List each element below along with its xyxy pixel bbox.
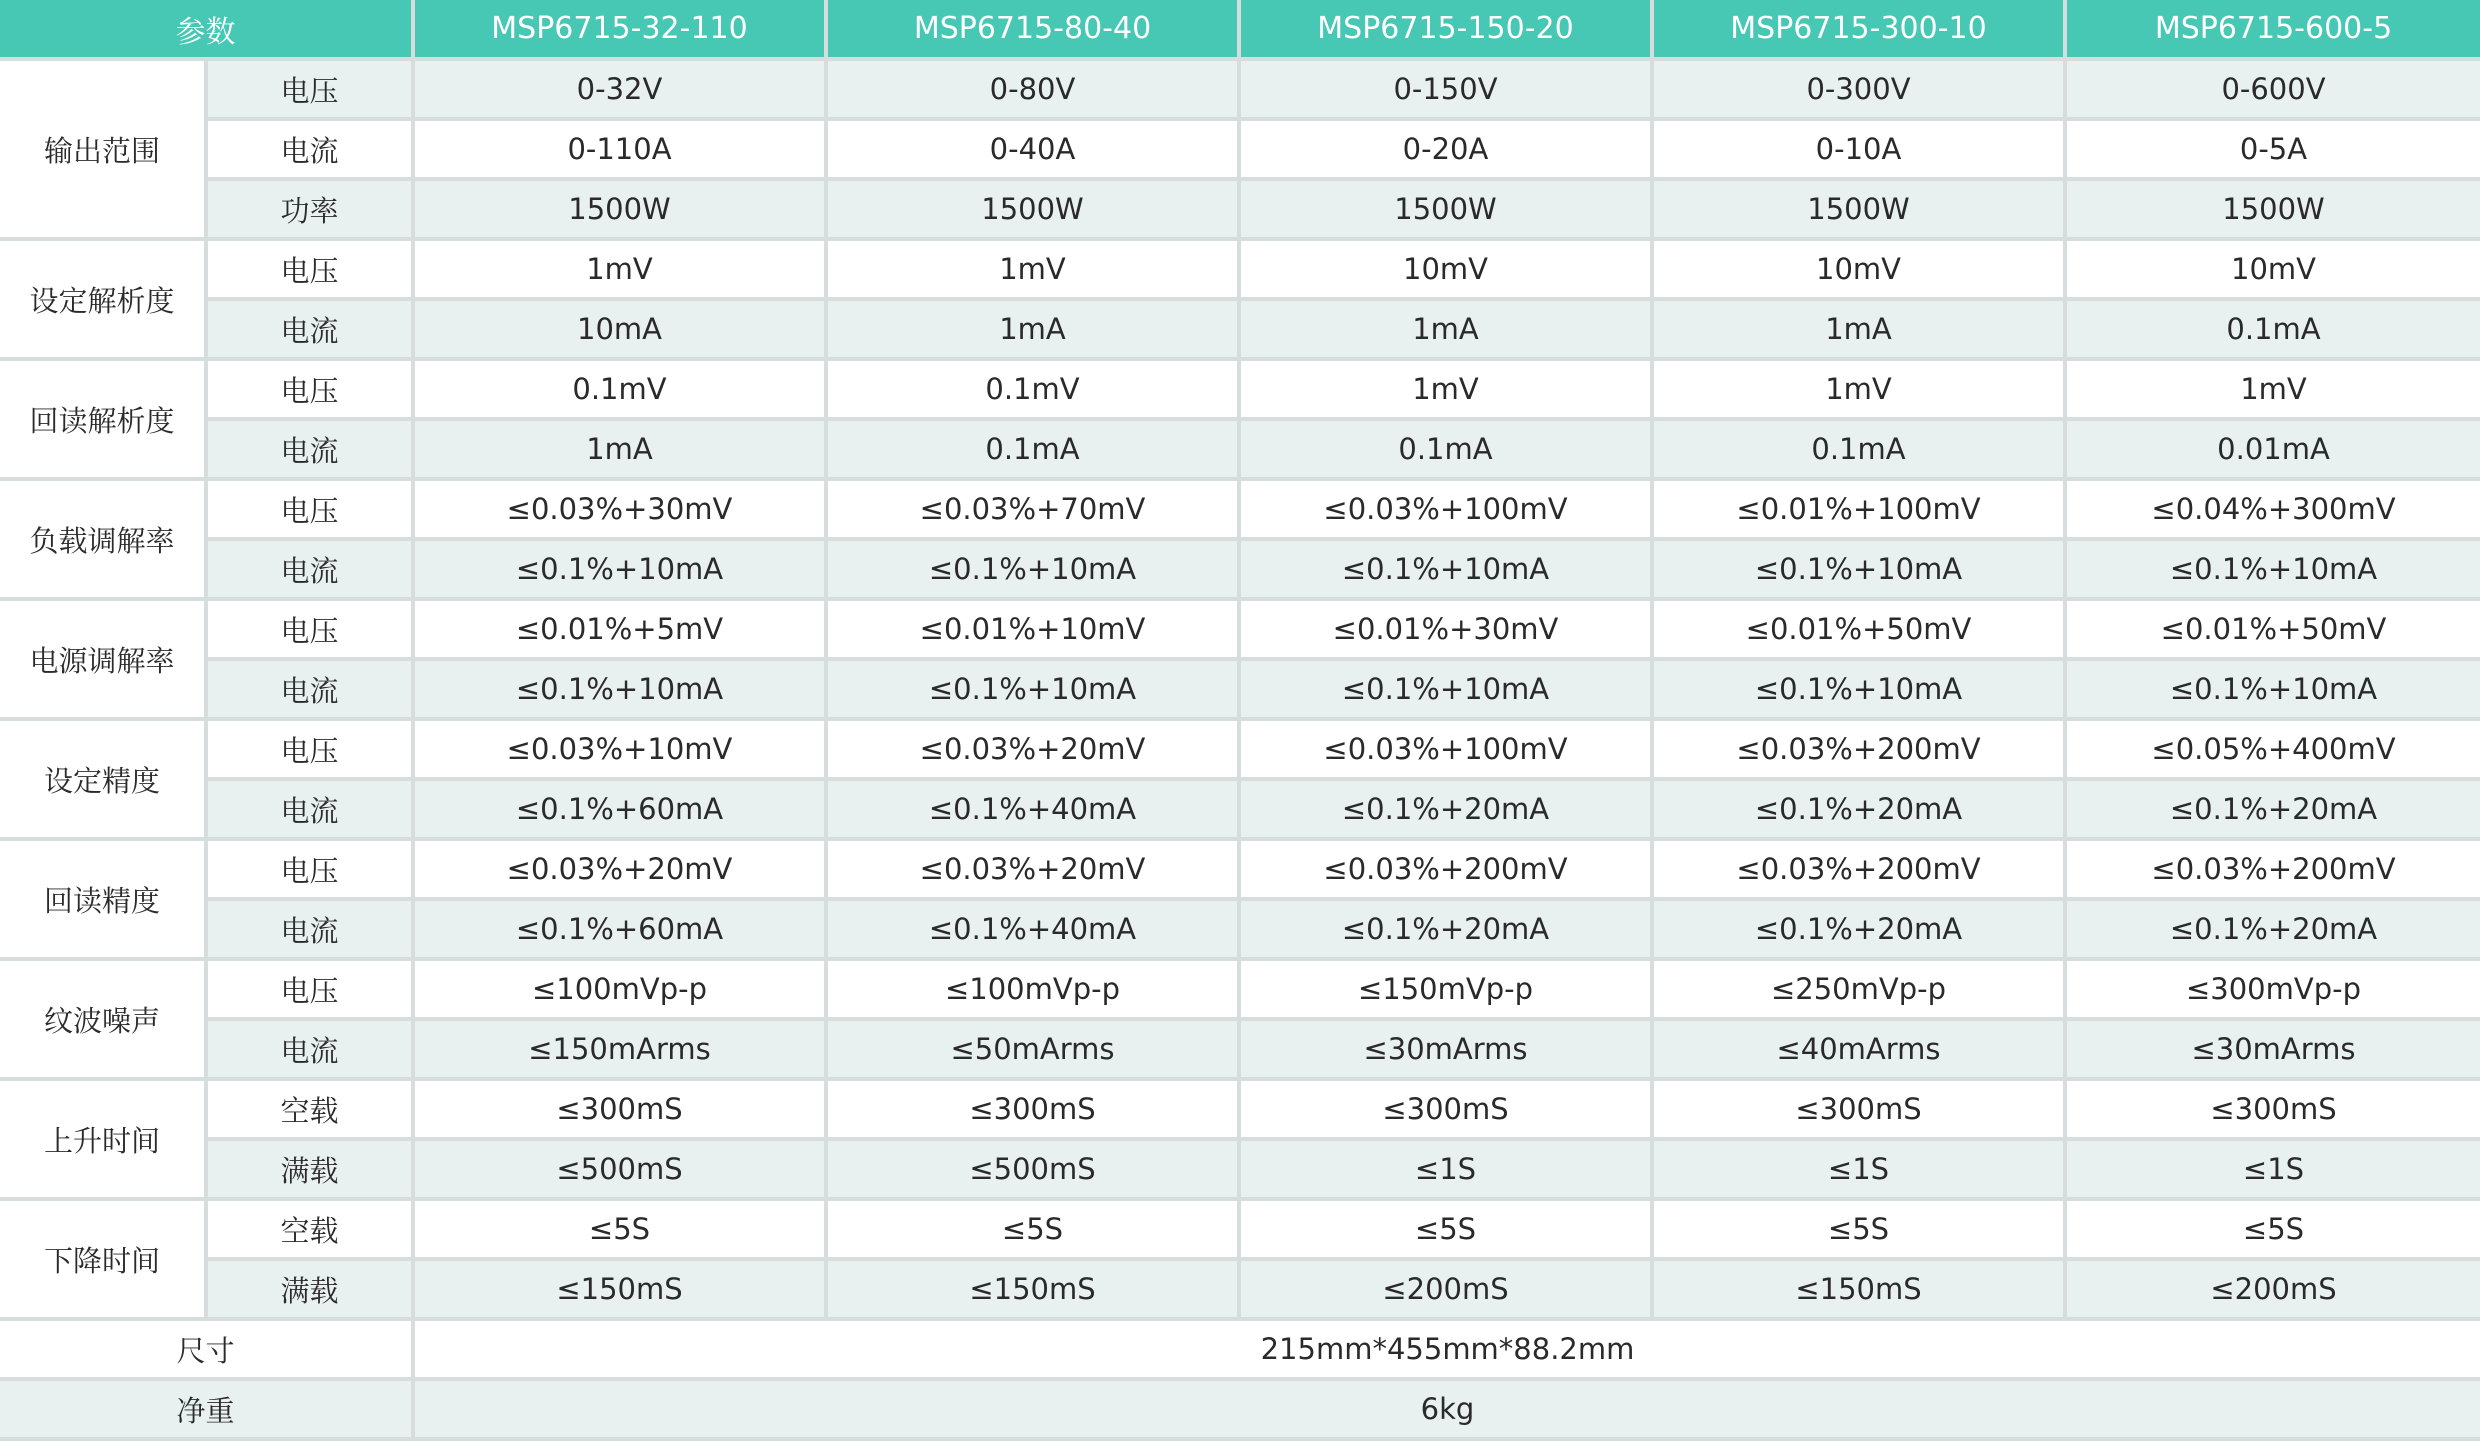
spec-value: ≤0.03%+20mV: [415, 841, 828, 901]
spec-value: ≤300mS: [2067, 1081, 2480, 1141]
table-row: [0, 1021, 2480, 1081]
spec-value: ≤0.1%+20mA: [2067, 901, 2480, 961]
spec-value: 10mV: [2067, 241, 2480, 301]
spec-value: ≤0.1%+20mA: [1241, 901, 1654, 961]
spec-value: ≤0.01%+30mV: [1241, 601, 1654, 661]
table-row: [0, 1081, 2480, 1141]
header-row: [0, 0, 2480, 61]
row-category: 回读解析度: [0, 361, 208, 481]
spec-value: ≤150mS: [828, 1261, 1241, 1321]
spec-value: ≤5S: [1654, 1201, 2067, 1261]
row-subcategory: 电流: [208, 661, 415, 721]
spec-value: 0.1mA: [828, 421, 1241, 481]
row-subcategory: 电流: [208, 901, 415, 961]
row-subcategory: 电压: [208, 61, 415, 121]
spec-value: ≤0.1%+20mA: [1654, 901, 2067, 961]
row-category: 输出范围: [0, 61, 208, 241]
spec-value: ≤0.01%+10mV: [828, 601, 1241, 661]
row-category: 纹波噪声: [0, 961, 208, 1081]
row-category: 设定精度: [0, 721, 208, 841]
spec-value: ≤0.04%+300mV: [2067, 481, 2480, 541]
row-subcategory: 电压: [208, 601, 415, 661]
spec-value: ≤0.03%+10mV: [415, 721, 828, 781]
spec-value: 1mV: [828, 241, 1241, 301]
spec-value: ≤5S: [2067, 1201, 2480, 1261]
spec-value: ≤0.01%+50mV: [1654, 601, 2067, 661]
spec-value: ≤0.1%+10mA: [415, 661, 828, 721]
spec-value: ≤500mS: [415, 1141, 828, 1201]
spec-value: ≤150mS: [415, 1261, 828, 1321]
table-row: [0, 61, 2480, 121]
table-row: [0, 601, 2480, 661]
spec-value: ≤0.1%+10mA: [1654, 661, 2067, 721]
spec-value: 1mV: [415, 241, 828, 301]
spec-value: 0-32V: [415, 61, 828, 121]
header-model: MSP6715-150-20: [1241, 0, 1654, 61]
table-row: [0, 1141, 2480, 1201]
row-subcategory: 电流: [208, 541, 415, 601]
spec-value: ≤0.01%+5mV: [415, 601, 828, 661]
spec-value: ≤300mS: [1654, 1081, 2067, 1141]
spec-value: 10mA: [415, 301, 828, 361]
spec-value: 0-20A: [1241, 121, 1654, 181]
header-model: MSP6715-32-110: [415, 0, 828, 61]
table-row: [0, 961, 2480, 1021]
table-row: [0, 301, 2480, 361]
spec-value: ≤1S: [1654, 1141, 2067, 1201]
spec-value: 10mV: [1654, 241, 2067, 301]
spec-value: ≤0.1%+20mA: [2067, 781, 2480, 841]
row-subcategory: 满载: [208, 1261, 415, 1321]
spec-value: ≤0.1%+10mA: [2067, 541, 2480, 601]
table-row: [0, 781, 2480, 841]
table-row: [0, 121, 2480, 181]
spec-value: 1500W: [415, 181, 828, 241]
spec-value: ≤150mArms: [415, 1021, 828, 1081]
spec-value: ≤100mVp-p: [415, 961, 828, 1021]
spec-value: ≤0.03%+70mV: [828, 481, 1241, 541]
row-subcategory: 电流: [208, 1021, 415, 1081]
spec-value: 0.1mV: [828, 361, 1241, 421]
spec-value: ≤0.1%+60mA: [415, 781, 828, 841]
spec-value: ≤30mArms: [2067, 1021, 2480, 1081]
spec-value: ≤500mS: [828, 1141, 1241, 1201]
spec-value: 0.01mA: [2067, 421, 2480, 481]
header-model: MSP6715-300-10: [1654, 0, 2067, 61]
spec-value: 1mA: [1241, 301, 1654, 361]
spec-value: ≤0.1%+10mA: [828, 661, 1241, 721]
footer-label: 净重: [0, 1381, 415, 1441]
spec-value: ≤0.03%+200mV: [2067, 841, 2480, 901]
spec-body: [0, 61, 2480, 1441]
spec-value: ≤5S: [828, 1201, 1241, 1261]
header-param: 参数: [0, 0, 415, 61]
spec-value: ≤0.01%+100mV: [1654, 481, 2067, 541]
spec-value: ≤0.03%+200mV: [1654, 841, 2067, 901]
spec-value: 1500W: [828, 181, 1241, 241]
row-subcategory: 电流: [208, 781, 415, 841]
spec-value: ≤0.01%+50mV: [2067, 601, 2480, 661]
table-row: [0, 241, 2480, 301]
spec-value: 0-10A: [1654, 121, 2067, 181]
spec-value: 0-40A: [828, 121, 1241, 181]
spec-value: 0.1mA: [1654, 421, 2067, 481]
row-category: 下降时间: [0, 1201, 208, 1321]
spec-value: 0-80V: [828, 61, 1241, 121]
spec-value: ≤0.03%+100mV: [1241, 481, 1654, 541]
table-row: [0, 661, 2480, 721]
spec-value: 1mA: [828, 301, 1241, 361]
table-row: [0, 841, 2480, 901]
spec-value: ≤0.1%+40mA: [828, 901, 1241, 961]
table-row: [0, 1261, 2480, 1321]
spec-value: ≤0.03%+30mV: [415, 481, 828, 541]
spec-value: ≤0.1%+10mA: [2067, 661, 2480, 721]
spec-value: 1mV: [2067, 361, 2480, 421]
footer-row: [0, 1321, 2480, 1381]
spec-value: ≤0.03%+200mV: [1654, 721, 2067, 781]
spec-value: ≤50mArms: [828, 1021, 1241, 1081]
row-subcategory: 电压: [208, 241, 415, 301]
spec-value: ≤150mVp-p: [1241, 961, 1654, 1021]
spec-value: 10mV: [1241, 241, 1654, 301]
table-row: [0, 541, 2480, 601]
spec-value: 0-150V: [1241, 61, 1654, 121]
spec-value: 0.1mA: [2067, 301, 2480, 361]
spec-value: 0-600V: [2067, 61, 2480, 121]
spec-value: 0-300V: [1654, 61, 2067, 121]
spec-value: 0.1mV: [415, 361, 828, 421]
row-subcategory: 电流: [208, 121, 415, 181]
spec-value: ≤0.1%+10mA: [1241, 661, 1654, 721]
row-subcategory: 电压: [208, 841, 415, 901]
spec-value: 1mV: [1241, 361, 1654, 421]
spec-value: ≤0.1%+40mA: [828, 781, 1241, 841]
spec-value: ≤300mS: [415, 1081, 828, 1141]
footer-value: 6kg: [415, 1381, 2480, 1441]
spec-value: ≤100mVp-p: [828, 961, 1241, 1021]
table-row: [0, 421, 2480, 481]
spec-value: ≤300mS: [1241, 1081, 1654, 1141]
footer-value: 215mm*455mm*88.2mm: [415, 1321, 2480, 1381]
row-subcategory: 电流: [208, 421, 415, 481]
spec-value: 1mA: [415, 421, 828, 481]
spec-value: ≤0.03%+200mV: [1241, 841, 1654, 901]
spec-value: 1mV: [1654, 361, 2067, 421]
spec-value: ≤0.1%+10mA: [415, 541, 828, 601]
spec-value: ≤200mS: [1241, 1261, 1654, 1321]
spec-value: ≤0.1%+60mA: [415, 901, 828, 961]
header-model: MSP6715-600-5: [2067, 0, 2480, 61]
spec-value: ≤1S: [2067, 1141, 2480, 1201]
row-subcategory: 电压: [208, 481, 415, 541]
spec-value: ≤300mVp-p: [2067, 961, 2480, 1021]
row-subcategory: 电压: [208, 961, 415, 1021]
table-row: [0, 721, 2480, 781]
row-subcategory: 电压: [208, 721, 415, 781]
spec-value: 1500W: [2067, 181, 2480, 241]
spec-value: ≤0.1%+10mA: [828, 541, 1241, 601]
spec-value: ≤0.1%+10mA: [1241, 541, 1654, 601]
spec-value: 1mA: [1654, 301, 2067, 361]
row-category: 回读精度: [0, 841, 208, 961]
table-row: [0, 481, 2480, 541]
spec-value: 1500W: [1241, 181, 1654, 241]
spec-value: ≤0.03%+20mV: [828, 721, 1241, 781]
spec-value: ≤5S: [415, 1201, 828, 1261]
row-subcategory: 电流: [208, 301, 415, 361]
spec-value: ≤30mArms: [1241, 1021, 1654, 1081]
table-row: [0, 361, 2480, 421]
row-subcategory: 电压: [208, 361, 415, 421]
spec-value: ≤1S: [1241, 1141, 1654, 1201]
row-subcategory: 空载: [208, 1081, 415, 1141]
spec-value: ≤300mS: [828, 1081, 1241, 1141]
row-category: 负载调解率: [0, 481, 208, 601]
spec-value: ≤0.1%+10mA: [1654, 541, 2067, 601]
spec-value: ≤0.03%+20mV: [828, 841, 1241, 901]
spec-value: 1500W: [1654, 181, 2067, 241]
header-model: MSP6715-80-40: [828, 0, 1241, 61]
spec-value: ≤40mArms: [1654, 1021, 2067, 1081]
spec-value: ≤150mS: [1654, 1261, 2067, 1321]
row-category: 设定解析度: [0, 241, 208, 361]
row-subcategory: 满载: [208, 1141, 415, 1201]
row-category: 电源调解率: [0, 601, 208, 721]
spec-value: ≤200mS: [2067, 1261, 2480, 1321]
spec-value: 0.1mA: [1241, 421, 1654, 481]
table-row: [0, 901, 2480, 961]
spec-value: 0-5A: [2067, 121, 2480, 181]
row-category: 上升时间: [0, 1081, 208, 1201]
table-row: [0, 1201, 2480, 1261]
footer-row: [0, 1381, 2480, 1441]
table-row: [0, 181, 2480, 241]
spec-value: ≤250mVp-p: [1654, 961, 2067, 1021]
row-subcategory: 功率: [208, 181, 415, 241]
spec-value: ≤0.1%+20mA: [1654, 781, 2067, 841]
spec-value: ≤0.05%+400mV: [2067, 721, 2480, 781]
spec-value: ≤5S: [1241, 1201, 1654, 1261]
footer-label: 尺寸: [0, 1321, 415, 1381]
spec-value: ≤0.1%+20mA: [1241, 781, 1654, 841]
spec-value: ≤0.03%+100mV: [1241, 721, 1654, 781]
row-subcategory: 空载: [208, 1201, 415, 1261]
spec-value: 0-110A: [415, 121, 828, 181]
